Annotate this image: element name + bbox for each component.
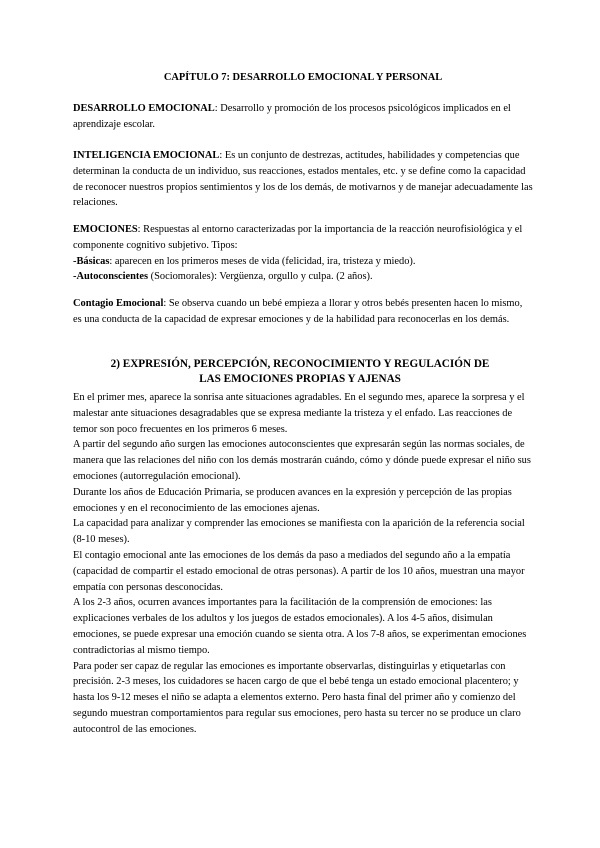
section-heading-2: 2) EXPRESIÓN, PERCEPCIÓN, RECONOCIMIENTO Y REGULACIÓN DE LAS EMOCIONES PROPIAS Y AJENAS bbox=[110, 358, 490, 385]
term-desarrollo-emocional: DESARROLLO EMOCIONAL bbox=[73, 103, 215, 114]
chapter-title: CAPÍTULO 7: DESARROLLO EMOCIONAL Y PERSONAL bbox=[163, 72, 443, 83]
paragraph-6: A los 2-3 años, ocurren avances importantes para la facilitación de la comprensión de emociones: las explicaciones verbales de los adultos y los juegos de estados emocionales). A los 4-5 años, disimulan emociones, se puede expresar una emoción cuando se sienta otra. A los 7-8 años, se experimentan emociones contradictorias al mismo tiempo. bbox=[73, 597, 527, 656]
section-emociones bbox=[73, 222, 533, 285]
paragraph-2: A partir del segundo año surgen las emociones autoconscientes que expresarán según las normas sociales, de manera que las relaciones del niño con los demás mostrarán cuándo, cómo y dónde puede expresar el niño sus emociones (autorregulación emocional). bbox=[73, 439, 531, 482]
emociones-definition: EMOCIONES: Respuestas al entorno caracterizadas por la importancia de la reacción neurofisiológica y el componente cognitivo subjetivo. Tipos: bbox=[73, 224, 523, 251]
paragraph-7: Para poder ser capaz de regular las emociones es importante observarlas, distinguirlas y etiquetarlas con precisión. 2-3 meses, los cuidadores se hacen cargo de que el bebé tenga un estado emocional placentero; y hasta los 9-12 meses el niño se adapta a elementos externo. Pero hasta final del primer año y comienzo del segundo muestran comportamientos para regular sus emociones, pero hasta su tercer no se produce un claro autocontrol de las emociones. bbox=[73, 660, 521, 735]
emociones-basicas: -Básicas: aparecen en los primeros meses de vida (felicidad, ira, tristeza y miedo). bbox=[73, 255, 416, 267]
paragraph-4: La capacidad para analizar y comprender las emociones se manifiesta con la aparición de la referencia social (8-10 meses). bbox=[73, 518, 525, 546]
section-contagio-emocional bbox=[73, 296, 533, 328]
term-inteligencia-emocional: INTELIGENCIA EMOCIONAL bbox=[73, 150, 220, 161]
paragraph-1: En el primer mes, aparece la sonrisa ante situaciones agradables. En el segundo mes, aparece la sorpresa y el malestar ante situaciones desagradables que se expresa mediante la tristeza y el enfado. Las reacciones de temor son poco frecuentes en los primeros 6 meses. bbox=[73, 392, 525, 435]
paragraph-5: El contagio emocional ante las emociones de los demás da paso a mediados del segundo año a la empatía (capacidad de compartir el estado emocional de otras personas). A partir de los 10 años, muestran una mayor empatía con personas desconocidas. bbox=[73, 549, 525, 593]
term-contagio-emocional: Contagio Emocional bbox=[73, 298, 164, 309]
paragraph-3: Durante los años de Educación Primaria, se producen avances en la expresión y percepción de las propias emociones y en el reconocimiento de las emociones ajenas. bbox=[73, 486, 512, 514]
definition-contagio: : Se observa cuando un bebé empieza a llorar y otros bebés presenten hacen lo mismo, es una conducta de la capacidad de expresar emociones y de la habilidad para reconocerlas en los demás. bbox=[73, 298, 523, 325]
section-inteligencia-emocional bbox=[73, 148, 533, 211]
section-desarrollo-emocional bbox=[73, 101, 533, 133]
body-paragraphs bbox=[73, 390, 533, 738]
definition-inteligencia: : Es un conjunto de destrezas, actitudes, habilidades y competencias que determinan la conducta de un individuo, sus reacciones, estados mentales, etc. y se define como la capacidad de reconocer nuestros propios sentimientos y los de los demás, de motivarnos y de manejar adecuadamente las relaciones. bbox=[73, 150, 533, 209]
definition-desarrollo: : Desarrollo y promoción de los procesos psicológicos implicados en el aprendizaje escolar. bbox=[73, 103, 511, 130]
emociones-autoconscientes: -Autoconscientes (Sociomorales): Vergüenza, orgullo y culpa. (2 años). bbox=[73, 271, 373, 283]
term-emociones: EMOCIONES bbox=[73, 224, 138, 235]
